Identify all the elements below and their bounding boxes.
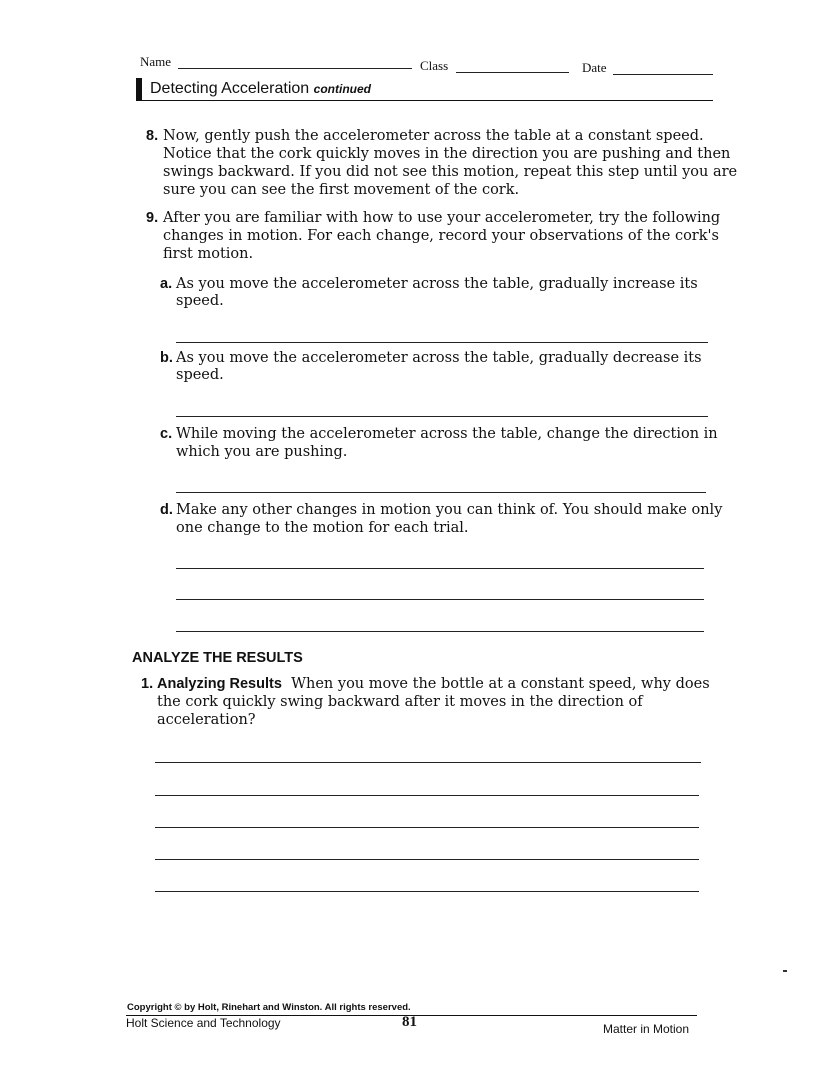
question-number: 1. — [141, 676, 154, 692]
page-title-suffix: continued — [313, 82, 371, 96]
class-label: Class — [420, 58, 449, 73]
title-underline — [136, 100, 713, 101]
answer-line-q1-3[interactable] — [155, 827, 699, 828]
question-text-line: the cork quickly swing backward after it moves in the direction of — [157, 694, 643, 710]
step-text-line: swings backward. If you did not see this motion, repeat this step until you are — [163, 164, 738, 180]
subitem-letter: a. — [160, 276, 173, 292]
subitem-letter: c. — [160, 426, 173, 442]
name-label: Name — [140, 54, 172, 69]
answer-line-b[interactable] — [176, 416, 708, 417]
answer-line-d3[interactable] — [176, 631, 704, 632]
subitem-text-line: speed. — [176, 293, 224, 309]
question-text-line: When you move the bottle at a constant speed, why does — [291, 676, 710, 692]
footer-book-title: Holt Science and Technology — [126, 1016, 281, 1030]
page-title — [150, 80, 371, 98]
subitem-text-line: which you are pushing. — [176, 444, 348, 460]
subitem-text-line: As you move the accelerometer across the table, gradually decrease its — [176, 350, 702, 366]
answer-line-q1-5[interactable] — [155, 891, 699, 892]
section-heading: ANALYZE THE RESULTS — [132, 650, 303, 666]
date-label: Date — [582, 60, 607, 75]
answer-line-d2[interactable] — [176, 599, 704, 600]
title-marker-bar — [136, 78, 142, 100]
subitem-letter: d. — [160, 502, 173, 518]
step-text-line: sure you can see the first movement of the cork. — [163, 182, 520, 198]
subitem-text-line: As you move the accelerometer across the table, gradually increase its — [176, 276, 698, 292]
answer-line-c[interactable] — [176, 492, 706, 493]
step-number: 9. — [146, 210, 159, 226]
step-text-line: After you are familiar with how to use your accelerometer, try the following — [163, 210, 721, 226]
page-number: 81 — [402, 1014, 417, 1030]
subitem-text-line: While moving the accelerometer across the table, change the direction in — [176, 426, 718, 442]
answer-line-d1[interactable] — [176, 568, 704, 569]
footer-chapter: Matter in Motion — [603, 1022, 690, 1036]
subitem-text-line: one change to the motion for each trial. — [176, 520, 469, 536]
step-text-line: changes in motion. For each change, record your observations of the cork's — [163, 228, 719, 244]
name-field[interactable] — [178, 68, 412, 69]
answer-line-a[interactable] — [176, 342, 708, 343]
subitem-letter: b. — [160, 350, 173, 366]
scan-mark — [783, 970, 787, 972]
question-label: Analyzing Results — [157, 676, 282, 692]
answer-line-q1-2[interactable] — [155, 795, 699, 796]
page-title-text: Detecting Acceleration — [150, 80, 310, 97]
question-text-line: acceleration? — [157, 712, 256, 728]
date-field[interactable] — [613, 74, 713, 75]
copyright-notice: Copyright © by Holt, Rinehart and Winston. All rights reserved. — [127, 1002, 411, 1013]
step-text-line: first motion. — [163, 246, 254, 262]
subitem-text-line: speed. — [176, 367, 224, 383]
answer-line-q1-1[interactable] — [155, 762, 701, 763]
class-field[interactable] — [456, 72, 569, 73]
step-text-line: Now, gently push the accelerometer across the table at a constant speed. — [163, 128, 704, 144]
answer-line-q1-4[interactable] — [155, 859, 699, 860]
subitem-text-line: Make any other changes in motion you can think of. You should make only — [176, 502, 723, 518]
step-number: 8. — [146, 128, 159, 144]
step-text-line: Notice that the cork quickly moves in the direction you are pushing and then — [163, 146, 731, 162]
question-first-line — [157, 676, 710, 694]
